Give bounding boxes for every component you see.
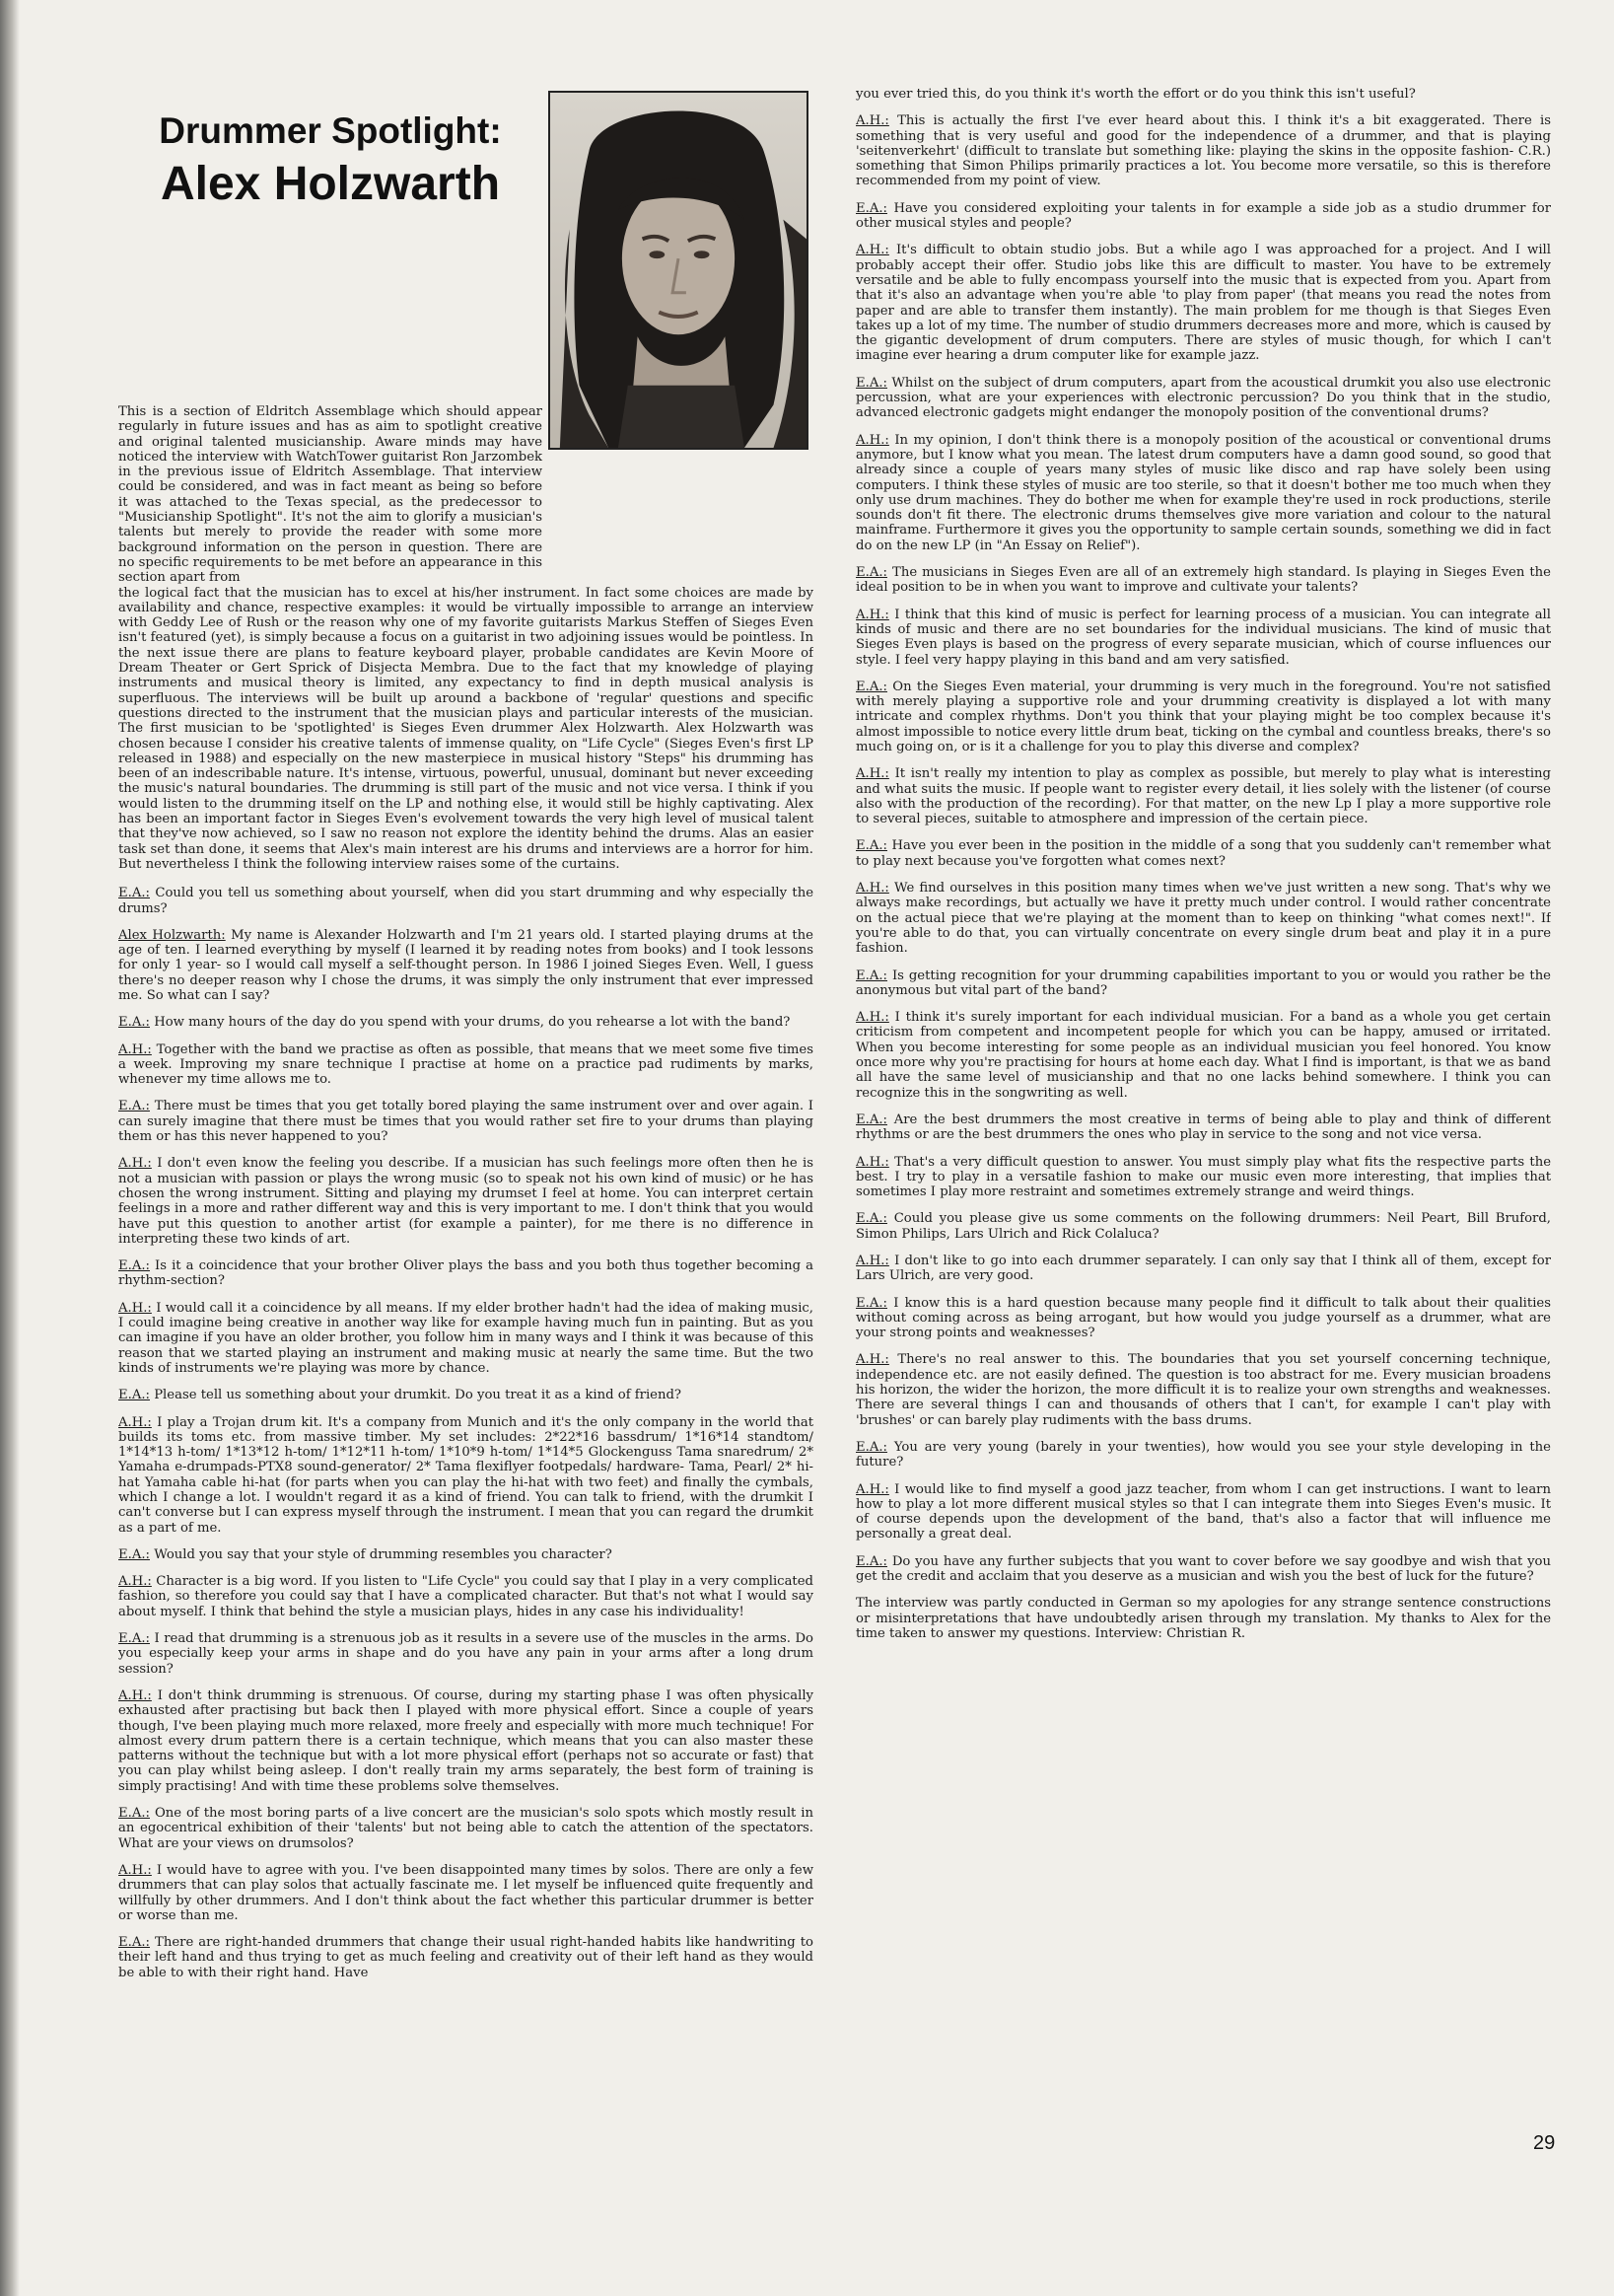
qa-item — [856, 1440, 1551, 1471]
qa-text: Character is a big word. If you listen to "Life Cycle" you could say that I play in a very complicated fashion, so therefore you could say that I have a complicated character. But that's not what I would say about myself. I think that behind the style a musician plays, hides in any case his individuality! — [118, 1574, 813, 1619]
page-number: 29 — [1533, 2132, 1556, 2154]
qa-text: I don't think drumming is strenuous. Of course, during my starting phase I was often physically exhausted after practising but back then I played with more physical effort. Since a couple of years though, I've been playing much more relaxed, more freely and especially with more much technique! For almost every drum pattern there is a certain technique, which means that you can also master these patterns without the technique but with a lot more physical effort (perhaps not so accurate or fast) that you can play whilst being asleep. I don't really train my arms separately, the best form of training is simply practising! And with time these problems solve themselves. — [118, 1687, 813, 1794]
qa-text: You are very young (barely in your twenties), how would you see your style developing in the future? — [856, 1439, 1551, 1471]
speaker: A.H.: — [118, 1687, 152, 1703]
speaker: E.A.: — [118, 1631, 150, 1647]
qa-text: I think that this kind of music is perfect for learning process of a musician. You can integrate all kinds of music and there are no set boundaries for the individual musicians. The kind of music that Sieges Even plays is based on the progress of every separate musician, which of course influences our style. I feel very happy playing in this band and am very satisfied. — [856, 607, 1551, 668]
speaker: E.A.: — [118, 1546, 150, 1562]
qa-item — [856, 1296, 1551, 1341]
qa-text: Do you have any further subjects that you want to cover before we say goodbye and wish that you get the credit and acclaim that you deserve as a musician and wish you the best of luck for the future? — [856, 1553, 1551, 1585]
qa-text: Could you please give us some comments on the following drummers: Neil Peart, Bill Bruford, Simon Philips, Lars Ulrich and Rick Colaluca? — [856, 1211, 1551, 1242]
qa-text: Would you say that your style of drumming resembles you character? — [154, 1546, 612, 1562]
qa-text: Is it a coincidence that your brother Oliver plays the bass and you both thus together becoming a rhythm-section? — [118, 1258, 813, 1289]
article-header — [118, 91, 813, 404]
qa-text: In my opinion, I don't think there is a monopoly position of the acoustical or conventional drums anymore, but I know what you mean. The latest drum computers have a damn good sound, so good that already since a couple of years many styles of music like disco and rap have solely been using computers. I think these styles of music are too sterile, so that it doesn't bother me too much when they only use drum machines. They do bother me when for example they're used in rock productions, sterile sounds don't fit there. The electronic drums themselves give more variation and colour to the natural mainframe. Furthermore it gives you the opportunity to sample certain sounds, something we did in fact do on the new LP (in "An Essay on Relief"). — [856, 432, 1551, 553]
qa-item — [856, 1254, 1551, 1284]
qa-item — [118, 1631, 813, 1677]
qa-text: One of the most boring parts of a live concert are the musician's solo spots which mostly result in an egocentrical exhibition of their 'talents' but not being able to catch the attention of the spectators. What are your views on drumsolos? — [118, 1806, 813, 1851]
speaker: A.H.: — [856, 1010, 889, 1026]
qa-item — [118, 1258, 813, 1289]
speaker: E.A.: — [856, 565, 887, 581]
qa-text: There must be times that you get totally bored playing the same instrument over and over again. I can surely imagine that there must be times that you would rather set fire to your drums than playing them or has this never happened to you? — [118, 1099, 813, 1145]
speaker: A.H.: — [118, 1414, 152, 1430]
qa-text: How many hours of the day do you spend with your drums, do you rehearse a lot with the band? — [154, 1015, 791, 1031]
right-column — [856, 87, 1551, 2266]
qa-item — [856, 1155, 1551, 1200]
qa-text: I don't even know the feeling you describe. If a musician has such feelings more often then he is not a musician with passion or plays the wrong music (so to speak not his own kind of music) or he has chosen the wrong instrument. Sitting and playing my drumset I feel at home. You can interpret certain feelings in a more and rather different way and this is very important to me. I don't think that you would have put this question to another artist (for example a painter), for me there is no difference in interpreting these two kinds of art. — [118, 1156, 813, 1247]
qa-text: My name is Alexander Holzwarth and I'm 21 years old. I started playing drums at the age of ten. I learned everything by myself (I learned it by reading notes from books) and I took lessons for only 1 year- so I would call myself a self-thought person. In 1986 I joined Sieges Even. Well, I guess there's no deeper reason why I chose the drums, it was simply the only instrument that ever impressed me. So what can I say? — [118, 927, 813, 1003]
qa-item — [856, 243, 1551, 363]
qa-item — [118, 928, 813, 1003]
portrait-photo — [548, 91, 808, 450]
qa-item — [856, 1211, 1551, 1242]
speaker: A.H.: — [856, 607, 889, 622]
qa-text: On the Sieges Even material, your drumming is very much in the foreground. You're not satisfied with merely playing a supportive role and your drumming creativity is displayed a lot with many intricate and complex rhythms. Don't you think that your playing might be too complex because it's almost impossible to notice every little drum beat, ticking on the cymbal and countless breaks, there's so much going on, or is it a challenge for you to play this diverse and complex? — [856, 679, 1551, 754]
qa-item — [856, 881, 1551, 956]
intro-paragraph-narrow: This is a section of Eldritch Assemblage which should appear regularly in future issues and has as aim to spotlight creative and original talented musicianship. Aware minds may have noticed the interview with WatchTower guitarist Ron Jarzombek in the previous issue of Eldritch Assemblage. That interview could be considered, and was in fact meant as being so before it was attached to the Texas special, as the predecessor to "Musicianship Spotlight". It's not the aim to glorify a musician's talents but merely to provide the reader with some more background information on the person in question. There are no specific requirements to be met before an appearance in this section apart from — [118, 404, 542, 586]
qa-item — [118, 1415, 813, 1536]
speaker: E.A.: — [856, 375, 887, 391]
speaker: E.A.: — [856, 679, 887, 694]
left-interview — [118, 886, 813, 1980]
qa-item — [856, 565, 1551, 596]
qa-item — [856, 433, 1551, 553]
speaker: A.H.: — [856, 881, 889, 897]
speaker: Alex Holzwarth: — [118, 927, 226, 943]
speaker: A.H.: — [856, 432, 889, 448]
article-title — [118, 108, 542, 215]
qa-item — [118, 1574, 813, 1619]
qa-item — [856, 680, 1551, 754]
speaker: E.A.: — [856, 200, 887, 216]
qa-text: Whilst on the subject of drum computers, apart from the acoustical drumkit you also use electronic percussion, what are your experiences with electronic percussion? Do you think that in the studio, advanced electronic gadgets might endanger the monopoly position of the conventional drums? — [856, 375, 1551, 421]
qa-text: I would call it a coincidence by all means. If my elder brother hadn't had the idea of making music, I could imagine being creative in another way like for example having much fun in painting. But as you can imagine if you have an older brother, you follow him in many ways and I think it was because of this reason that we started playing an instrument and making music at nearly the same time. But the two kinds of instruments we're playing was more by chance. — [118, 1300, 813, 1376]
qa-text: I don't like to go into each drummer separately. I can only say that I think all of them, except for Lars Ulrich, are very good. — [856, 1254, 1551, 1284]
qa-item — [118, 1099, 813, 1144]
qa-continuation: you ever tried this, do you think it's worth the effort or do you think this isn't useful? — [856, 87, 1416, 102]
qa-item — [118, 1156, 813, 1247]
speaker: E.A.: — [118, 1015, 150, 1031]
qa-item — [118, 1015, 813, 1030]
title-line-2: Alex Holzwarth — [160, 158, 501, 210]
speaker: E.A.: — [118, 1806, 150, 1822]
qa-text: Please tell us something about your drumkit. Do you treat it as a kind of friend? — [154, 1388, 681, 1403]
qa-item — [856, 608, 1551, 668]
qa-text: Have you considered exploiting your talents in for example a side job as a studio drummer for other musical styles and people? — [856, 200, 1551, 232]
speaker: E.A.: — [856, 1295, 887, 1311]
speaker: A.H.: — [856, 1481, 889, 1497]
speaker: E.A.: — [118, 1258, 150, 1274]
qa-text: Are the best drummers the most creative in terms of being able to play and think of different rhythms or are the best drummers the ones who play in service to the song and not vice versa. — [856, 1112, 1551, 1143]
qa-item — [118, 1301, 813, 1376]
qa-item — [118, 1688, 813, 1794]
qa-item — [118, 1863, 813, 1923]
speaker: A.H.: — [856, 113, 889, 129]
speaker: E.A.: — [856, 1112, 887, 1127]
qa-text: The musicians in Sieges Even are all of an extremely high standard. Is playing in Sieges Even the ideal position to be in when you want to improve and cultivate your talents? — [856, 565, 1551, 596]
speaker: E.A.: — [118, 1388, 150, 1403]
qa-item — [856, 376, 1551, 421]
speaker: A.H.: — [856, 1154, 889, 1170]
portrait-image — [550, 93, 807, 448]
speaker: A.H.: — [118, 1041, 152, 1057]
qa-text: I play a Trojan drum kit. It's a company from Munich and it's the only company in the world that builds its toms etc. from massive timber. My set includes: 2*22*16 bassdrum/ 1*16*14 standtom/ 1*14*13 h-tom/ 1*13*12 h-tom/ 1*12*11 h-tom/ 1*10*9 h-tom/ 1*14*5 Glockenguss Tama snaredrum/ 2* Yamaha e-drumpads-PTX8 sound-generator/ 2* Tama flexiflyer footpedals/ hardware- Tama, Pearl/ 2* hi-hat Yamaha cable hi-hat (for parts when you can play the hi-hat with two feet) and finally the cymbals, which I change a lot. I wouldn't regard it as a kind of friend. You can talk to friend, with the drumkit I can't converse but I can express myself through the instrument. I mean that you can regard the drumkit as a part of me. — [118, 1414, 813, 1536]
qa-text: Have you ever been in the position in the middle of a song that you suddenly can't remember what to play next because you've forgotten what comes next? — [856, 838, 1551, 869]
qa-text: This is actually the first I've ever heard about this. I think it's a bit exaggerated. There is something that is very useful and good for the independence of a drummer, and that is playing 'seitenverkehrt' (difficult to translate but something like: playing the skins in the opposite fashion- C.R.) something that Simon Philips primarily practices a lot. You become more versatile, so this is therefore recommended from my point of view. — [856, 113, 1551, 189]
qa-item — [118, 1388, 813, 1402]
qa-item — [118, 1042, 813, 1088]
qa-item — [118, 886, 813, 916]
qa-item — [856, 1482, 1551, 1543]
qa-item — [118, 1935, 813, 1980]
qa-text: Together with the band we practise as often as possible, that means that we meet some five times a week. Improving my snare technique I practise at home on a practice pad rudiments by marks, whenever my time allows me to. — [118, 1041, 813, 1088]
qa-item — [856, 1112, 1551, 1143]
qa-text: I would like to find myself a good jazz teacher, from whom I can get instructions. I want to learn how to play a lot more different musical styles so that I can integrate them into Sieges Even's music. It of course depends upon the development of the band, that's also a factor that will influence me personally a great deal. — [856, 1481, 1551, 1543]
left-column — [118, 91, 813, 2270]
qa-text: That's a very difficult question to answer. You must simply play what fits the respective parts the best. I try to play in a versatile fashion to make our music even more interesting, that implies that sometimes I play more restraint and sometimes extremely strange and weird things. — [856, 1154, 1551, 1200]
qa-item — [118, 1547, 813, 1562]
qa-item — [856, 969, 1551, 999]
speaker: A.H.: — [856, 1254, 889, 1268]
speaker: A.H.: — [118, 1300, 152, 1316]
speaker: E.A.: — [856, 1439, 887, 1455]
speaker: E.A.: — [856, 968, 887, 983]
speaker: A.H.: — [118, 1574, 152, 1590]
intro-paragraph: the logical fact that the musician has to excel at his/her instrument. In fact some choices are made by availability and chance, respective examples: it would be virtually impossible to arrange an interview with Geddy Lee of Rush or the reason why one of my favorite guitarists Markus Steffen of Sieges Even isn't featured (yet), is simply because a focus on a guitarist in two adjoining issues would be pointless. In the next issue there are plans to feature keyboard player, probable candidates are Kevin Moore of Dream Theater or Gert Sprick of Disjecta Membra. Due to the fact that my knowledge of playing instruments and musical theory is limited, any expectancy to find in depth musical analysis is superfluous. The interviews will be built up around a backbone of 'regular' questions and specific questions directed to the instrument that the musician plays and particular interests of the musician. The first musician to be 'spotlighted' is Sieges Even drummer Alex Holzwarth. Alex Holzwarth was chosen because I consider his creative talents of immense quality, on "Life Cycle" (Sieges Even's first LP released in 1988) and especially on the new masterpiece in musical history "Steps" his drumming has been of an indescribable nature. It's intense, virtuous, powerful, unusual, dominant but never exceeding the music's natural boundaries. The drumming is still part of the music and not vice versa. I think if you would listen to the drumming itself on the LP and nothing else, it would still be highly captivating. Alex has been an important factor in Sieges Even's evolvement towards the very high level of musical talent that they've now achieved, so I saw no reason not explore the identity behind the drums. Alas an easier task set than done, it seems that Alex's main interest are his drums and interviews are a horror for him. But nevertheless I think the following interview raises some of the curtains. — [118, 585, 813, 872]
qa-text: Could you tell us something about yourself, when did you start drumming and why especially the drums? — [118, 886, 813, 916]
qa-text: There are right-handed drummers that change their usual right-handed habits like handwriting to their left hand and thus trying to get as much feeling and creativity out of their left hand as they would be able to with their right hand. Have — [118, 1935, 813, 1980]
qa-text: It's difficult to obtain studio jobs. But a while ago I was approached for a project. And I will probably accept their offer. Studio jobs like this are difficult to master. You have to be extremely versatile and be able to fully encompass yourself into the music that is expected from you. Apart from that it's also an advantage when you're able 'to play from paper' (that means you read the notes from paper and are able to transfer them instantly). The main problem for me though is that Sieges Even takes up a lot of my time. The number of studio drummers decreases more and more, which is caused by the gigantic development of drum computers. There are styles of music though, for which I can't imagine ever hearing a drum computer like for example jazz. — [856, 243, 1551, 364]
qa-item — [856, 1554, 1551, 1585]
speaker: E.A.: — [118, 1099, 150, 1114]
qa-item — [118, 1806, 813, 1851]
speaker: E.A.: — [856, 1211, 887, 1227]
qa-item — [856, 201, 1551, 232]
qa-item — [856, 1352, 1551, 1427]
speaker: E.A.: — [118, 886, 150, 901]
qa-item — [856, 113, 1551, 188]
closing-note: The interview was partly conducted in German so my apologies for any strange sentence constructions or misinterpretations that have undoubtedly arisen through my translation. My thanks to Alex for the time taken to answer my questions. Interview: Christian R. — [856, 1596, 1551, 1641]
qa-text: There's no real answer to this. The boundaries that you set yourself concerning technique, independence etc. are not easily defined. The question is too abstract for me. Every musician broadens his horizon, the wider the horizon, the more difficult it is to realize your own strengths and weaknesses. There are several things I can and thousands of others that I can't, for example I can't play with 'brushes' or can barely play rudiments with the bass drums. — [856, 1352, 1551, 1428]
qa-item — [856, 766, 1551, 826]
title-line-1: Drummer Spotlight: — [159, 110, 502, 151]
speaker: E.A.: — [856, 1553, 887, 1569]
qa-text: We find ourselves in this position many times when we've just written a new song. That's why we always make recordings, but actually we have it pretty much under control. I would rather concentrate on the actual piece that we're playing at the moment than to keep on thinking "what comes next!". If you're able to do that, you can virtually concentrate on every single drum beat and play it in a pure fashion. — [856, 881, 1551, 957]
qa-text: It isn't really my intention to play as complex as possible, but merely to play what is interesting and what suits the music. If people want to register every detail, it lies solely with the listener (of course also with the production of the recording). For that matter, on the new Lp I play a more supportive role to several pieces, suitable to atmosphere and impression of the certain piece. — [856, 766, 1551, 827]
speaker: A.H.: — [118, 1862, 152, 1878]
qa-item — [856, 838, 1551, 869]
qa-text: Is getting recognition for your drumming capabilities important to you or would you rather be the anonymous but vital part of the band? — [856, 968, 1551, 998]
qa-item — [856, 1010, 1551, 1101]
speaker: A.H.: — [856, 1352, 889, 1368]
speaker: A.H.: — [856, 243, 889, 258]
speaker: A.H.: — [118, 1156, 152, 1172]
qa-text: I would have to agree with you. I've been disappointed many times by solos. There are only a few drummers that can play solos that actually fascinate me. I let myself be influenced quite frequently and willfully by other drummers. And I don't think about the fact whether this particular drummer is better or worse than me. — [118, 1862, 813, 1923]
qa-text: I know this is a hard question because many people find it difficult to talk about their qualities without coming across as being arrogant, but how would you judge yourself as a drummer, what are your strong points and weaknesses? — [856, 1295, 1551, 1341]
speaker: E.A.: — [856, 838, 887, 854]
qa-text: I read that drumming is a strenuous job as it results in a severe use of the muscles in the arms. Do you especially keep your arms in shape and do you have any pain in your arms after a long drum session? — [118, 1631, 813, 1677]
speaker: E.A.: — [118, 1935, 150, 1951]
speaker: A.H.: — [856, 766, 889, 782]
qa-text: I think it's surely important for each individual musician. For a band as a whole you get certain criticism from competent and incompetent people for which you can be happy, amused or irritated. When you become interesting for some people as an individual musician you feel honored. You know once more why you're practising for hours at home each day. What I find is important, is that we as band all have the same level of musicianship and that no one lacks behind somewhere. I think you can recognize this in the songwriting as well. — [856, 1010, 1551, 1101]
